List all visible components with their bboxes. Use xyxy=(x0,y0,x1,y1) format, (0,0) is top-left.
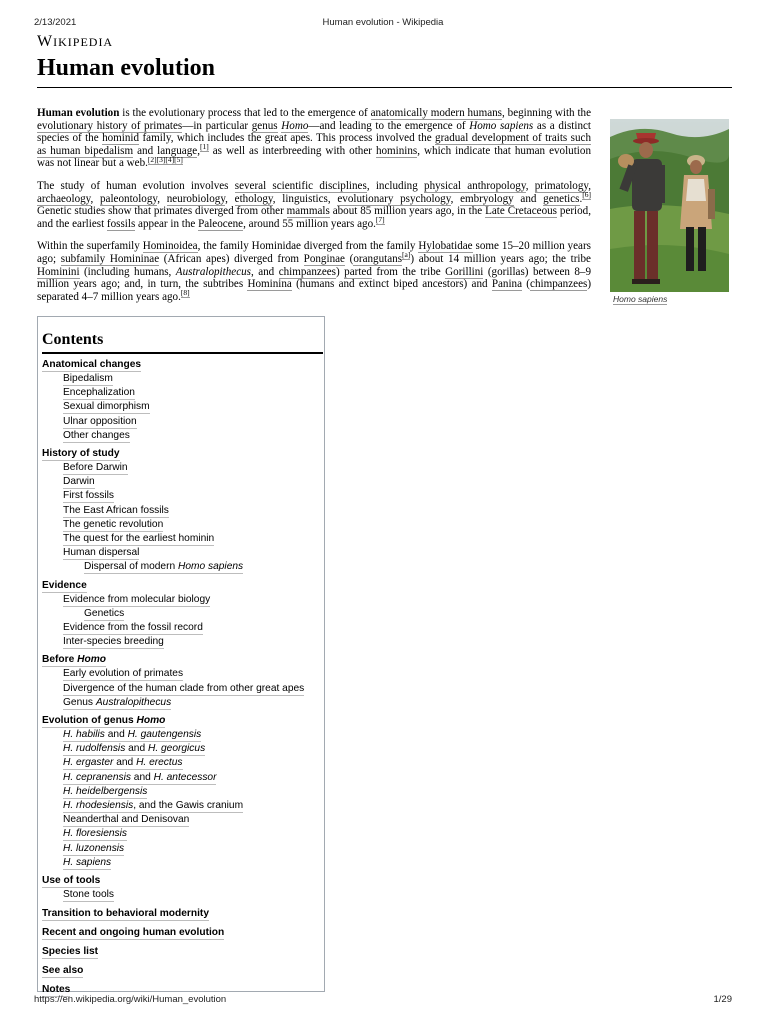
toc-item xyxy=(63,856,322,870)
toc-list xyxy=(42,358,322,997)
toc-link[interactable]: Stone tools xyxy=(63,889,114,901)
toc-link-italic: H. luzonensis xyxy=(63,842,125,854)
toc-item xyxy=(63,682,322,696)
link[interactable]: genus xyxy=(251,119,278,132)
toc-item xyxy=(63,799,322,813)
toc-link-italic: H. ergaster xyxy=(63,757,114,769)
toc-link-text: Before xyxy=(42,654,78,666)
text: , including xyxy=(366,179,425,192)
toc-link[interactable] xyxy=(84,560,243,574)
toc-item xyxy=(63,635,322,649)
toc-link-text: Dispersal of modern xyxy=(84,561,178,573)
link[interactable]: evolutionary history of primates xyxy=(37,119,183,132)
link[interactable]: language xyxy=(157,144,198,157)
link[interactable]: embryology xyxy=(460,192,514,205)
text: (humans and extinct biped ancestors) and xyxy=(291,278,492,291)
text: ) separated 4–7 million years ago. xyxy=(37,278,592,303)
text: ) about 14 million years ago; the tribe xyxy=(410,252,591,265)
toc-sublist xyxy=(42,667,322,710)
link[interactable]: subfamily Homininae xyxy=(60,252,160,265)
toc-item xyxy=(63,621,322,635)
toc-item xyxy=(84,560,322,574)
link[interactable]: paleontology xyxy=(100,192,158,205)
toc-link-text: and xyxy=(113,757,137,769)
text: some 15–20 million years ago; xyxy=(37,240,591,265)
link[interactable]: hominins xyxy=(375,144,418,157)
toc-item xyxy=(63,813,322,827)
toc-link-text: Evolution of genus xyxy=(42,715,137,727)
toc-item xyxy=(63,667,322,681)
toc-link[interactable] xyxy=(63,728,201,742)
text: , xyxy=(225,192,235,205)
toc-link-italic: H. rhodesiensis xyxy=(63,800,134,812)
logo-rest: IKIPEDIA xyxy=(53,35,114,49)
toc-link[interactable] xyxy=(63,842,124,856)
citation[interactable]: [8] xyxy=(180,288,190,298)
link[interactable]: parted xyxy=(344,265,372,278)
text: and xyxy=(133,144,158,157)
toc-item xyxy=(63,461,322,475)
italic-text: Australopithecus xyxy=(175,265,251,278)
toc-item xyxy=(63,518,322,532)
toc-item xyxy=(63,593,322,621)
link[interactable]: gradual development of traits such as xyxy=(37,132,591,157)
link[interactable]: Paleocene xyxy=(198,217,244,230)
text: Within the superfamily xyxy=(37,240,143,253)
text: —in particular xyxy=(182,119,252,132)
toc-link[interactable] xyxy=(63,799,243,813)
toc-item xyxy=(63,532,322,546)
lead-paragraph-2 xyxy=(37,180,591,230)
text: (including humans, xyxy=(79,265,176,278)
lead-paragraph-3 xyxy=(37,240,591,303)
toc-link[interactable]: Anatomical changes xyxy=(42,359,142,370)
text: family, which includes the great apes. This process involved the xyxy=(139,132,436,145)
text: as a distinct species of the xyxy=(37,119,591,145)
text: appear in the xyxy=(135,217,199,230)
toc-sublist xyxy=(42,461,322,575)
link[interactable]: chimpanzees xyxy=(530,278,588,291)
page-number: 1/29 xyxy=(713,994,732,1005)
toc-sublist xyxy=(42,888,322,902)
toc-sublist xyxy=(42,728,322,870)
toc-link-italic: H. gautengensis xyxy=(127,729,202,741)
link[interactable]: Hominini xyxy=(37,265,80,278)
link[interactable]: Hominoidea xyxy=(142,240,198,253)
toc-link[interactable]: Evidence from molecular biology xyxy=(63,593,211,605)
toc-link[interactable]: The quest for the earliest hominin xyxy=(63,533,215,545)
toc-link-italic: H. habilis xyxy=(63,729,105,741)
text: , beginning with the xyxy=(502,107,592,119)
toc-link[interactable]: Darwin xyxy=(63,476,95,488)
toc-link[interactable]: Use of tools xyxy=(42,875,101,887)
toc-item xyxy=(63,771,322,785)
caption-text[interactable]: Homo sapiens xyxy=(613,294,668,304)
toc-item xyxy=(63,429,322,443)
text: . xyxy=(579,192,583,205)
toc-section-evolution-of-genus-homo xyxy=(42,714,322,870)
text: from the tribe xyxy=(371,265,446,278)
toc-title: Contents xyxy=(42,331,323,354)
toc-link[interactable]: Inter-species breeding xyxy=(63,636,164,648)
toc-link[interactable]: Divergence of the human clade from other great apes xyxy=(63,682,305,694)
text: , linguistics, xyxy=(272,192,338,205)
toc-link-italic: H. rudolfensis xyxy=(63,743,126,755)
toc-link[interactable] xyxy=(63,856,111,870)
link[interactable]: mammals xyxy=(286,205,330,218)
toc-item xyxy=(63,756,322,770)
table-of-contents xyxy=(37,316,325,996)
toc-section-history-of-study xyxy=(42,447,322,575)
toc-link-italic: H. heidelbergensis xyxy=(63,785,148,797)
link[interactable]: human bipedalism xyxy=(50,144,134,157)
text: as well as interbreeding with other xyxy=(208,144,376,157)
link[interactable]: ethology xyxy=(234,192,273,205)
link[interactable]: chimpanzees xyxy=(278,265,336,278)
toc-link[interactable]: Early evolution of primates xyxy=(63,668,184,680)
link[interactable]: orangutans xyxy=(353,252,403,265)
italic-text: Homo sapiens xyxy=(469,119,534,132)
toc-link[interactable]: Sexual dimorphism xyxy=(63,401,150,413)
toc-link-text: and xyxy=(125,743,148,755)
toc-item xyxy=(63,489,322,503)
text: , which indicate that human evolution was not linear but a web. xyxy=(37,144,591,170)
citation[interactable]: [2][3][4][5] xyxy=(147,154,183,164)
article-lead xyxy=(37,107,591,313)
toc-section-before-homo xyxy=(42,653,322,710)
toc-link[interactable] xyxy=(63,742,205,756)
toc-link[interactable]: First fossils xyxy=(63,490,114,502)
toc-item xyxy=(63,400,322,414)
link[interactable]: anatomically modern humans xyxy=(370,107,503,119)
print-date: 2/13/2021 xyxy=(34,17,77,28)
link[interactable]: physical anthropology xyxy=(424,179,526,192)
toc-section-use-of-tools xyxy=(42,874,322,902)
toc-item xyxy=(63,386,322,400)
text: , and xyxy=(250,265,279,278)
toc-subsublist xyxy=(63,560,322,574)
toc-item xyxy=(63,546,322,574)
toc-link[interactable]: Transition to behavioral modernity xyxy=(42,908,209,920)
text: , the family Hominidae diverged from the family xyxy=(197,240,419,253)
toc-subsublist xyxy=(63,607,322,621)
toc-link-italic: H. cepranensis xyxy=(63,771,131,783)
toc-item xyxy=(63,842,322,856)
toc-section-behavioral-modernity xyxy=(42,907,322,921)
text: period, and the earliest xyxy=(37,205,592,230)
toc-link[interactable]: Before Darwin xyxy=(63,462,128,474)
text: The study of human evolution involves xyxy=(37,179,235,192)
link[interactable]: Panina xyxy=(491,278,523,291)
citation[interactable]: [6] xyxy=(582,189,592,199)
toc-item xyxy=(63,504,322,518)
text: is the evolutionary process that led to the emergence of xyxy=(119,107,371,119)
link[interactable]: Homo xyxy=(281,119,309,132)
toc-item xyxy=(63,888,322,902)
toc-link-italic: H. floresiensis xyxy=(63,828,127,840)
page-url: https://en.wikipedia.org/wiki/Human_evolution xyxy=(34,994,227,1005)
text: —and leading to the emergence of xyxy=(308,119,470,132)
citation[interactable]: [a] xyxy=(402,250,411,260)
citation[interactable]: [7] xyxy=(375,215,385,225)
toc-sublist xyxy=(42,372,322,443)
toc-section-evidence xyxy=(42,579,322,650)
toc-link-italic: H. erectus xyxy=(136,757,183,769)
toc-link[interactable] xyxy=(63,756,183,770)
text: , around 55 million years ago. xyxy=(243,217,376,230)
image-caption xyxy=(610,294,729,304)
toc-link[interactable]: Other changes xyxy=(63,429,130,441)
toc-link[interactable]: Evidence from the fossil record xyxy=(63,622,203,634)
text: , xyxy=(450,192,461,205)
text: ) xyxy=(336,265,345,278)
toc-link-text: and xyxy=(104,729,128,741)
toc-item xyxy=(63,372,322,386)
text: ( xyxy=(344,252,354,265)
toc-section-see-also xyxy=(42,964,322,978)
toc-link[interactable]: Notes xyxy=(42,984,71,996)
citation[interactable]: [1] xyxy=(199,142,209,152)
text: , xyxy=(197,144,200,157)
link[interactable]: fossils xyxy=(106,217,136,230)
toc-link[interactable]: History of study xyxy=(42,448,120,460)
link[interactable]: hominid xyxy=(102,132,140,145)
toc-link[interactable]: Species list xyxy=(42,946,99,958)
toc-item xyxy=(63,415,322,429)
text: , xyxy=(157,192,167,205)
toc-sublist xyxy=(42,593,322,650)
toc-link-italic: Australopithecus xyxy=(95,696,172,708)
toc-item xyxy=(63,742,322,756)
text: , xyxy=(525,179,535,192)
toc-item xyxy=(63,475,322,489)
link[interactable]: genetics xyxy=(543,192,580,205)
link[interactable]: neurobiology xyxy=(166,192,226,205)
link[interactable]: archaeology xyxy=(37,192,91,205)
toc-link[interactable]: The East African fossils xyxy=(63,504,169,516)
toc-link[interactable] xyxy=(63,827,127,841)
text: ( xyxy=(522,278,531,291)
text: , xyxy=(588,179,592,192)
toc-link[interactable]: Encephalization xyxy=(63,387,135,399)
link[interactable]: primatology xyxy=(534,179,589,192)
link[interactable]: Hylobatidae xyxy=(418,240,473,253)
toc-item xyxy=(63,696,322,710)
text: about 85 million years ago, in the xyxy=(329,205,486,218)
page-title: Human evolution xyxy=(37,55,216,81)
toc-link-italic: H. georgicus xyxy=(147,743,206,755)
lead-paragraph-1 xyxy=(37,107,591,170)
toc-link[interactable]: Neanderthal and Denisovan xyxy=(63,814,190,826)
toc-item xyxy=(84,607,322,621)
toc-link-text: and xyxy=(130,771,154,783)
infobox xyxy=(610,119,729,304)
text: and xyxy=(513,192,544,205)
toc-link[interactable]: Recent and ongoing human evolution xyxy=(42,927,225,939)
title-divider xyxy=(37,87,732,88)
bold-term: Human evolution xyxy=(37,107,120,119)
link[interactable]: Hominina xyxy=(247,278,292,291)
toc-link[interactable]: Ulnar opposition xyxy=(63,415,137,427)
print-page-title: Human evolution - Wikipedia xyxy=(322,17,444,28)
toc-link[interactable] xyxy=(42,714,165,728)
text: , xyxy=(90,192,100,205)
toc-section-anatomical-changes xyxy=(42,358,322,443)
text: (gorillas) between 8–9 million years ago; and, in turn, the subtribes xyxy=(37,265,592,291)
toc-link-text: , and the Gawis cranium xyxy=(133,800,244,812)
text: Genetic studies show that primates diverged from other xyxy=(37,205,287,218)
link[interactable]: several scientific disciplines xyxy=(234,179,367,192)
toc-link-italic: Homo xyxy=(77,654,106,666)
logo-initial: W xyxy=(37,33,54,50)
link[interactable]: Ponginae xyxy=(303,252,345,265)
toc-item xyxy=(63,728,322,742)
toc-link[interactable]: See also xyxy=(42,965,84,977)
toc-link[interactable] xyxy=(63,785,147,799)
link[interactable]: Gorillini xyxy=(445,265,484,278)
toc-section-species-list xyxy=(42,945,322,959)
toc-item xyxy=(63,827,322,841)
link[interactable]: Late Cretaceous xyxy=(485,205,557,218)
homo-sapiens-photo[interactable] xyxy=(610,119,729,292)
wikipedia-logo[interactable] xyxy=(37,33,113,51)
toc-item xyxy=(63,785,322,799)
toc-link[interactable]: The genetic revolution xyxy=(63,518,164,530)
text: (African apes) diverged from xyxy=(159,252,304,265)
toc-section-recent-evolution xyxy=(42,926,322,940)
toc-link-italic: Homo sapiens xyxy=(178,561,244,573)
toc-link[interactable] xyxy=(63,771,216,785)
toc-link-italic: Homo xyxy=(136,715,166,727)
toc-link[interactable]: Genetics xyxy=(84,607,125,619)
toc-link-italic: H. sapiens xyxy=(63,856,112,868)
toc-link[interactable] xyxy=(42,653,106,667)
toc-link[interactable] xyxy=(63,696,171,710)
toc-link-italic: H. antecessor xyxy=(153,771,217,783)
toc-link[interactable]: Evidence xyxy=(42,579,87,591)
link[interactable]: evolutionary psychology xyxy=(337,192,451,205)
toc-link[interactable]: Bipedalism xyxy=(63,373,113,384)
toc-link-text: Genus xyxy=(63,696,96,708)
toc-link[interactable]: Human dispersal xyxy=(63,547,140,559)
